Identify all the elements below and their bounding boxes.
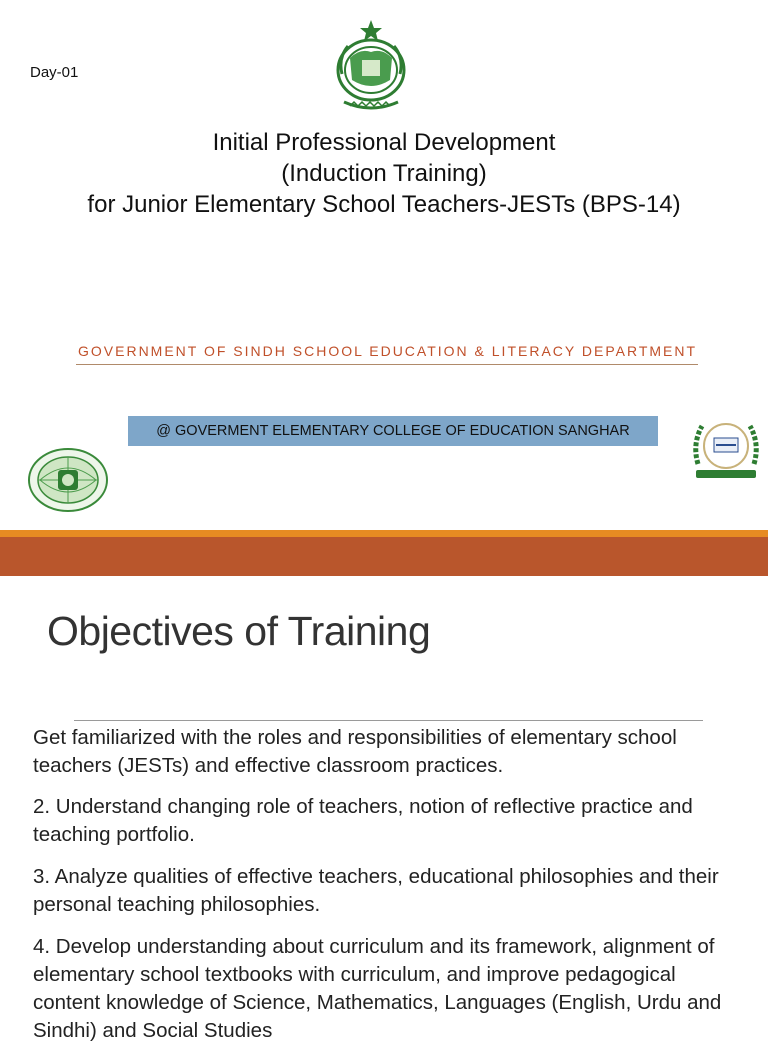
title-line-2: (Induction Training)	[281, 160, 487, 187]
pitr-logo-icon	[26, 446, 110, 514]
steda-logo-icon	[688, 414, 764, 484]
department-underline	[76, 364, 698, 365]
heading-divider	[74, 720, 703, 721]
day-label: Day-01	[30, 64, 79, 81]
sindh-emblem-icon	[330, 18, 412, 114]
objectives-heading: Objectives of Training	[47, 608, 431, 654]
objective-item: 3. Analyze qualities of effective teachers, educational philosophies and their personal teaching philosophies.	[33, 865, 719, 916]
divider-orange-band	[0, 530, 768, 537]
divider-rust-band	[0, 537, 768, 576]
title-line-1: Initial Professional Development	[212, 129, 556, 156]
objective-item: Get familiarized with the roles and responsibilities of elementary school teachers (JESTs) and effective classroom practices.	[33, 726, 677, 777]
objective-item: 4. Develop understanding about curriculum and its framework, alignment of elementary school textbooks with curriculum, and improve pedagogical content knowledge of Science, Mathematics, Languages (English, Urdu and Sindhi) and Social Studies	[33, 935, 722, 1042]
objective-item: 2. Understand changing role of teachers, notion of reflective practice and teaching portfolio.	[33, 795, 693, 846]
college-banner: @ GOVERMENT ELEMENTARY COLLEGE OF EDUCATION SANGHAR	[128, 416, 658, 446]
department-label: GOVERNMENT OF SINDH SCHOOL EDUCATION & LITERACY DEPARTMENT	[78, 343, 698, 359]
title-line-3: for Junior Elementary School Teachers-JESTs (BPS-14)	[87, 191, 681, 218]
